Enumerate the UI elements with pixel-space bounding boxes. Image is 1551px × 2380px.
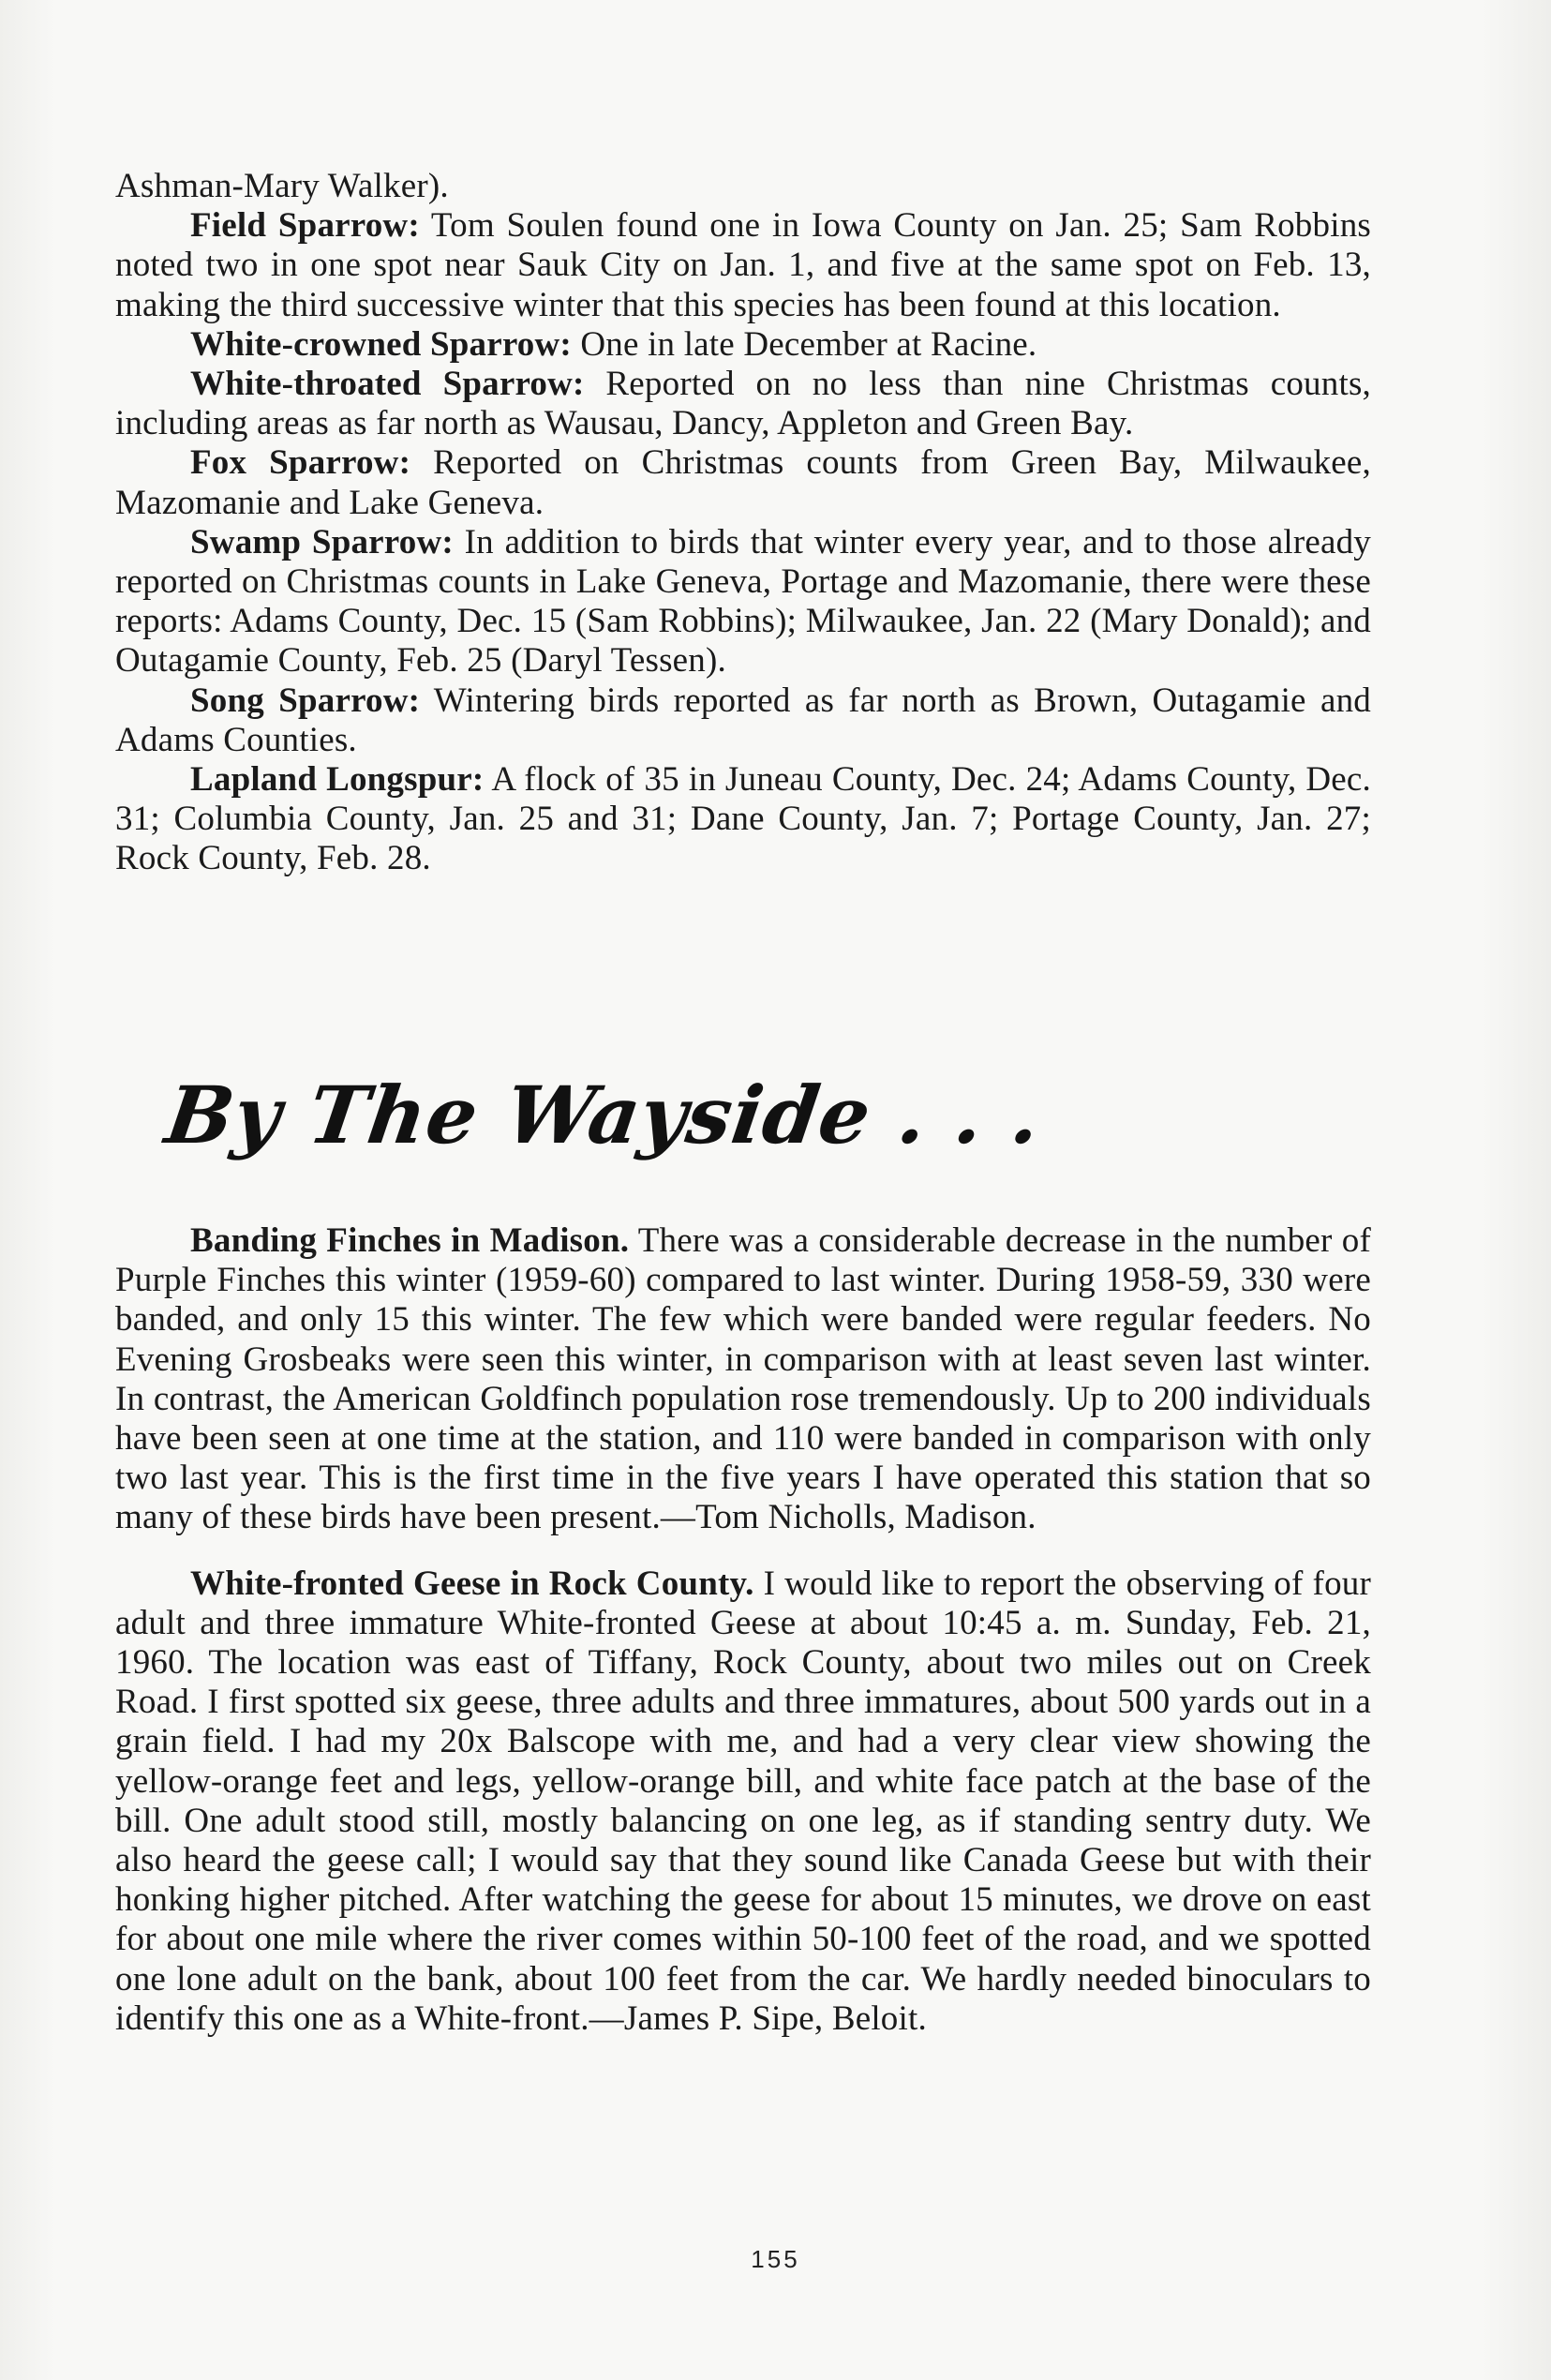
entry-text: Tom Soulen found one in Iowa County on Jan. 25; Sam Robbins noted two in one spot near Sauk City on Jan. 1, and five at the same spot on Feb. 13, making the third successive winter that this species has been found at this location. (115, 206, 1371, 324)
entry-text: Reported on Christmas counts from Green Bay, Milwaukee, Mazomanie and Lake Geneva. (115, 443, 1371, 522)
paragraph-gap (115, 1538, 1371, 1564)
article-text: I would like to report the observing of four adult and three immature White-fronted Geese at about 10:45 a. m. Sunday, Feb. 21, 1960. The location was east of Tiffany, Rock County, about two miles out on Creek Road. I first spotted six geese, three adults and three immatures, about 500 yards out in a grain field. I had my 20x Balscope with me, and had a very clear view showing the yellow-orange feet and legs, yellow-orange bill, and white face patch at the base of the bill. One adult stood still, mostly balancing on one leg, as if standing sentry duty. We also heard the geese call; I would say that they sound like Canada Geese but with their honking higher pitched. After watching the geese for about 15 minutes, we drove on east for about one mile where the river comes within 50-100 feet of the road, and we spotted one lone adult on the bank, about 100 feet from the car. We hardly needed binoculars to identify this one as a White-front.—James P. Sipe, Beloit. (115, 1564, 1371, 2038)
species-name: Swamp Sparrow: (190, 522, 454, 561)
entry-white-crowned-sparrow (115, 325, 1371, 365)
species-name: White-crowned Sparrow: (190, 324, 572, 364)
species-name: Lapland Longspur: (190, 760, 485, 800)
species-notes-section (115, 167, 1371, 879)
species-name: Fox Sparrow: (190, 443, 411, 483)
entry-swamp-sparrow (115, 523, 1371, 681)
entry-white-throated-sparrow (115, 365, 1371, 443)
intro-fragment: Ashman-Mary Walker). (115, 167, 449, 205)
entry-lapland-longspur (115, 760, 1371, 879)
article-title: White-fronted Geese in Rock County. (190, 1564, 754, 1603)
species-name: Field Sparrow: (190, 206, 420, 246)
entry-text: One in late December at Racine. (571, 324, 1037, 364)
entry-field-sparrow (115, 206, 1371, 325)
entry-text: Reported on no less than nine Christmas counts, including areas as far north as Wausau, Dancy, Appleton and Green Bay. (115, 365, 1371, 443)
page-number: 155 (751, 2245, 800, 2273)
species-name: Song Sparrow: (190, 681, 421, 720)
species-name: White-throated Sparrow: (190, 365, 585, 404)
entry-song-sparrow (115, 681, 1371, 760)
entry-text: A flock of 35 in Juneau County, Dec. 24; Adams County, Dec. 31; Columbia County, Jan. 25 and 31; Dane County, Jan. 7; Portage County, Jan. 27; Rock County, Feb. 28. (115, 760, 1371, 878)
article-white-fronted-geese (115, 1564, 1371, 2039)
article-text: There was a considerable decrease in the number of Purple Finches this winter (1959-60) compared to last winter. During 1958-59, 330 were banded, and only 15 this winter. The few which were banded were regular feeders. No Evening Grosbeaks were seen this winter, in comparison with at least seven last winter. In contrast, the American Goldfinch population rose tremendously. Up to 200 individuals have been seen at one time at the station, and 110 were banded in comparison with only two last year. This is the first time in the five years I have operated this station that so many of these birds have been present.—Tom Nicholls, Madison. (115, 1221, 1371, 1537)
entry-text: Wintering birds reported as far north as Brown, Outagamie and Adams Counties. (115, 681, 1371, 759)
article-title: Banding Finches in Madison. (190, 1221, 630, 1260)
article-banding-finches (115, 1221, 1371, 1538)
entry-fox-sparrow (115, 443, 1371, 522)
wayside-articles (115, 1221, 1371, 2039)
entry-text: In addition to birds that winter every year, and to those already reported on Christmas counts in Lake Geneva, Portage and Mazomanie, there were these reports: Adams County, Dec. 15 (Sam Robbins); Milwaukee, Jan. 22 (Mary Donald); and Outagamie County, Feb. 25 (Daryl Tessen). (115, 522, 1372, 681)
section-heading: By The Wayside . . . (160, 1069, 1048, 1161)
